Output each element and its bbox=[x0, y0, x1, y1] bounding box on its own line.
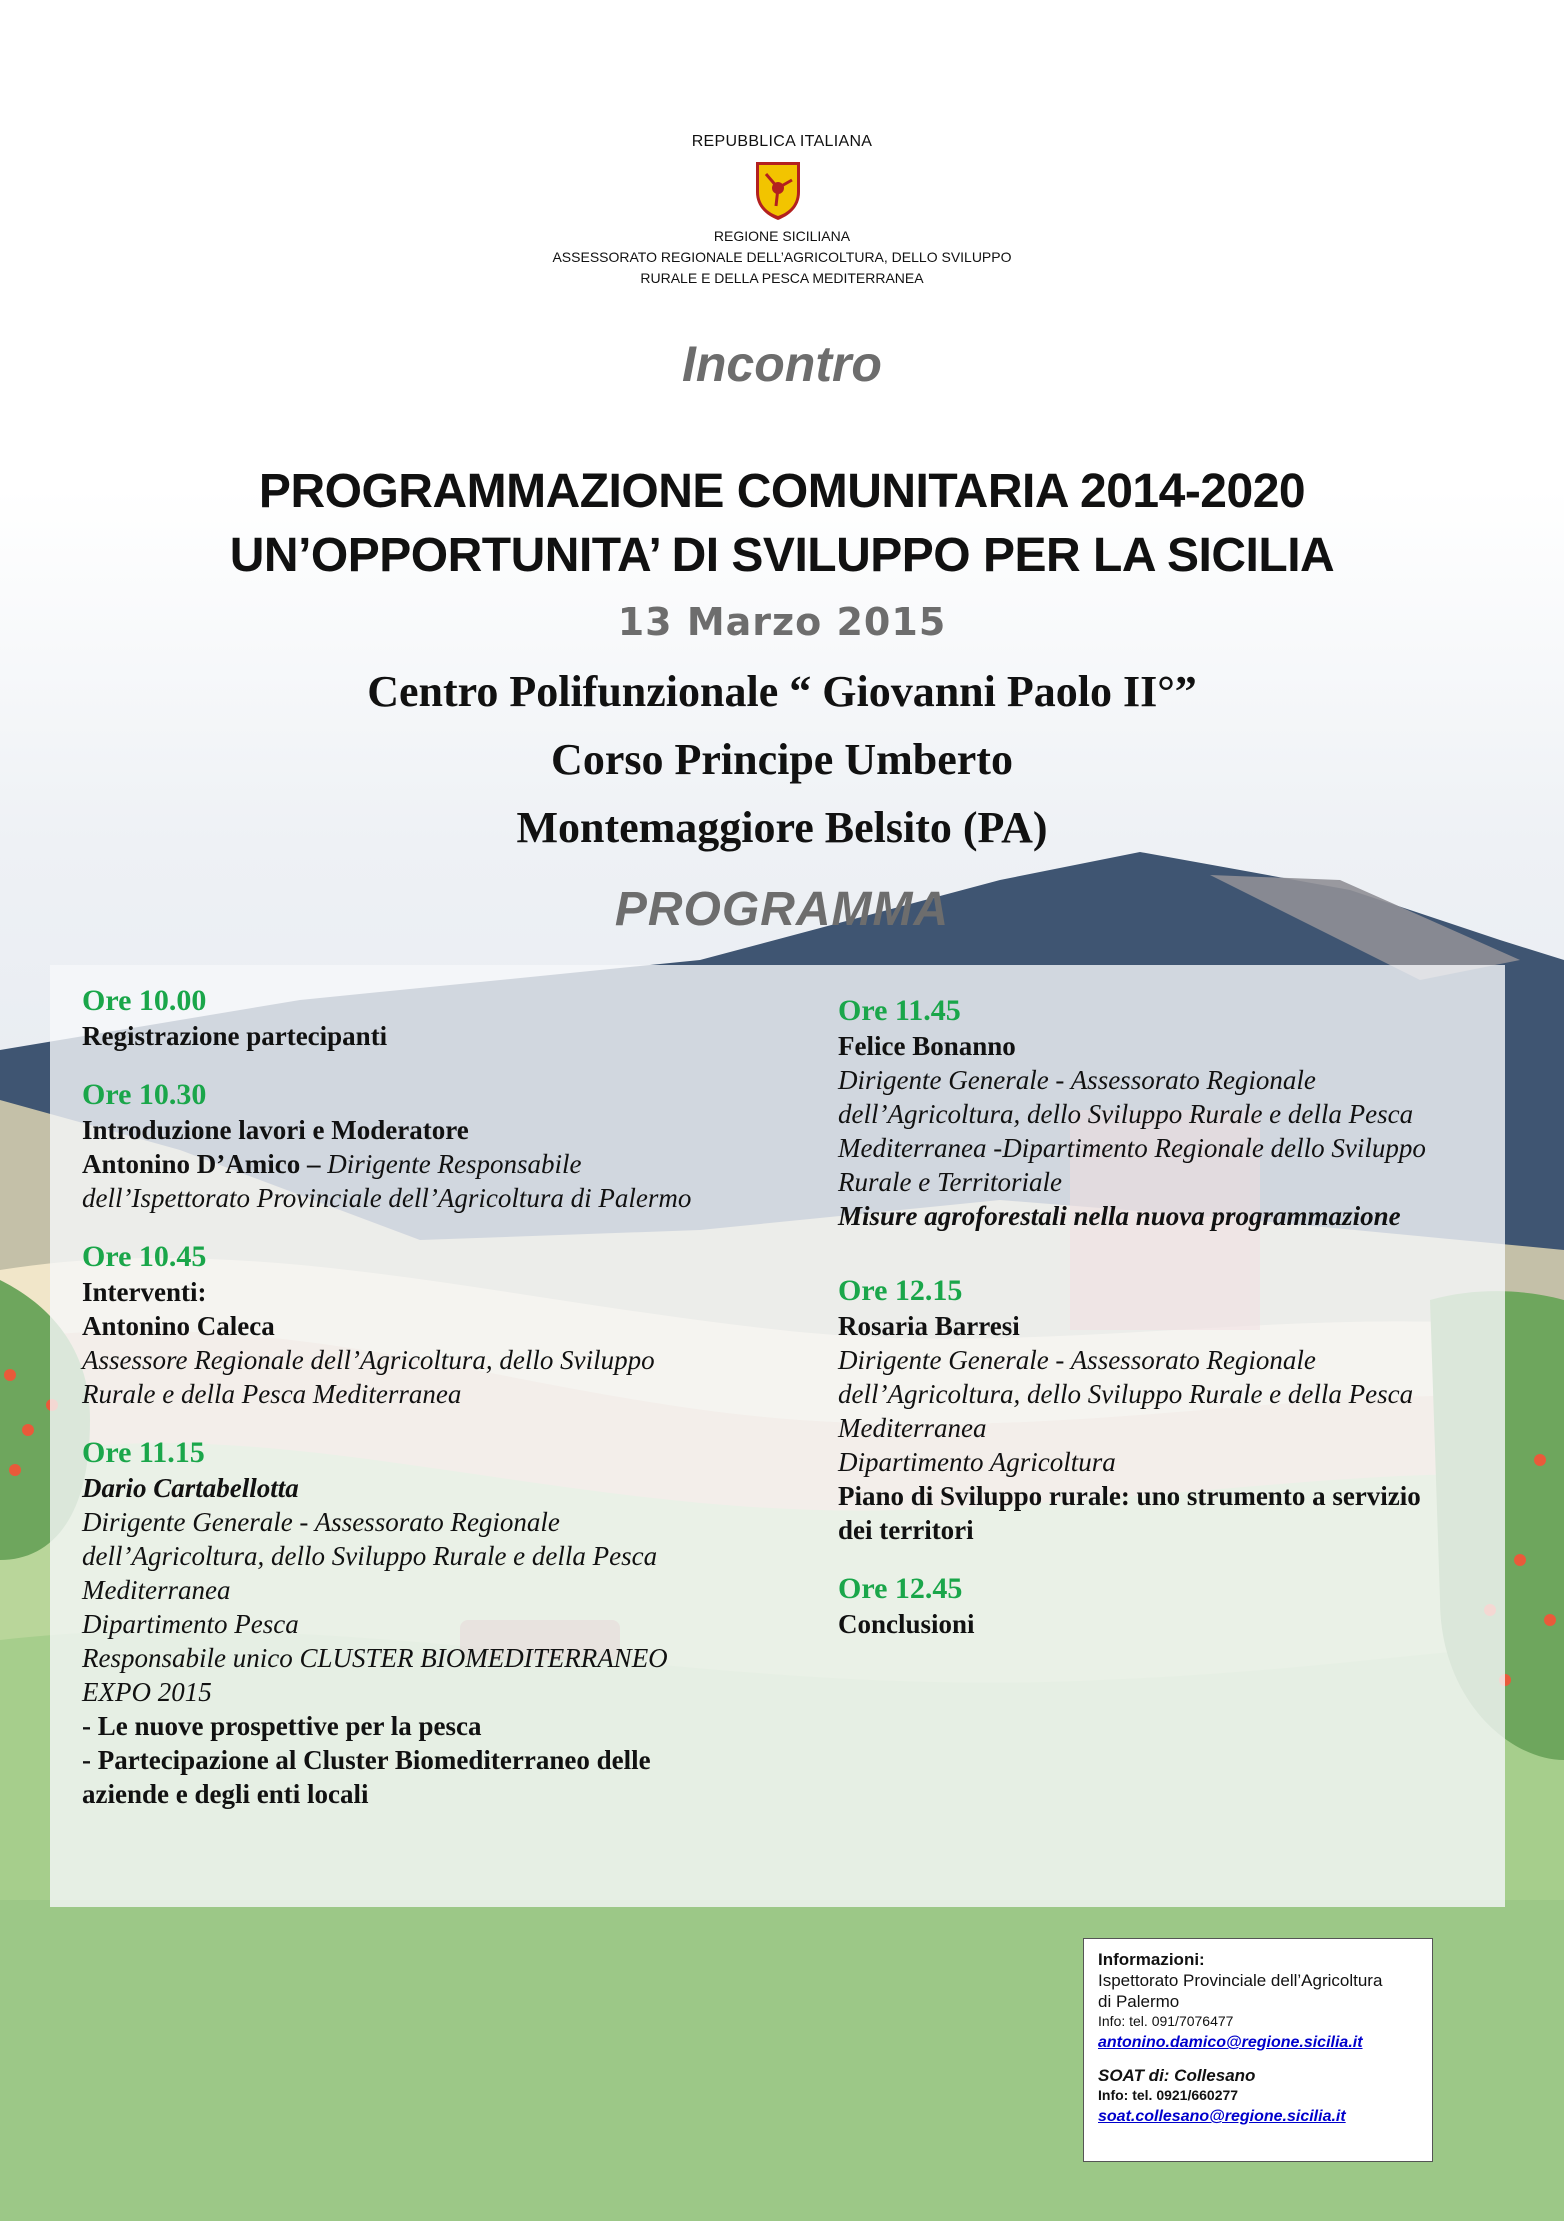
event-date: 13 Marzo 2015 bbox=[617, 600, 947, 644]
speaker-role: dell’Agricoltura, dello Sviluppo Rurale e della Pesca bbox=[838, 1379, 1414, 1409]
program-title: Conclusioni bbox=[838, 1609, 975, 1639]
speaker-role: Dipartimento Agricoltura bbox=[838, 1447, 1116, 1477]
event-title-line-1: PROGRAMMAZIONE COMUNITARIA 2014-2020 bbox=[258, 465, 1306, 518]
talk-topic: dei territori bbox=[838, 1515, 974, 1545]
program-title: Interventi: bbox=[82, 1277, 207, 1307]
email-link-2[interactable]: soat.collesano@regione.sicilia.it bbox=[1098, 2108, 1346, 2125]
info-tel-1: Info: tel. 091/7076477 bbox=[1098, 2013, 1234, 2029]
speaker-name: Rosaria Barresi bbox=[838, 1311, 1020, 1341]
program-item bbox=[838, 1571, 1498, 1641]
talk-topic: aziende e degli enti locali bbox=[82, 1779, 369, 1809]
soat-label: SOAT di: Collesano bbox=[1098, 2066, 1256, 2085]
speaker-role: Mediterranea -Dipartimento Regionale dello Sviluppo bbox=[838, 1133, 1426, 1163]
speaker-role: Mediterranea bbox=[82, 1575, 231, 1605]
event-title bbox=[0, 460, 1564, 588]
program-time: Ore 10.45 bbox=[82, 1240, 207, 1273]
event-title-line-2: UN’OPPORTUNITA’ DI SVILUPPO PER LA SICILIA bbox=[229, 529, 1335, 582]
program-time: Ore 11.15 bbox=[82, 1436, 205, 1469]
program-item bbox=[838, 993, 1498, 1233]
program-title: Introduzione lavori e Moderatore bbox=[82, 1115, 469, 1145]
speaker-role: Responsabile unico CLUSTER BIOMEDITERRANEO bbox=[82, 1643, 668, 1673]
info-org-line-2: di Palermo bbox=[1098, 1992, 1180, 2011]
speaker-name: Antonino Caleca bbox=[82, 1311, 275, 1341]
program-time: Ore 12.15 bbox=[838, 1274, 963, 1307]
program-time: Ore 10.30 bbox=[82, 1078, 207, 1111]
speaker-role: dell’Agricoltura, dello Sviluppo Rurale e della Pesca bbox=[838, 1099, 1414, 1129]
speaker-role: Dirigente Generale - Assessorato Regionale bbox=[82, 1507, 560, 1537]
program-item bbox=[82, 1077, 782, 1215]
programma-heading: PROGRAMMA bbox=[614, 883, 950, 936]
speaker-role: Dirigente Generale - Assessorato Regionale bbox=[838, 1345, 1316, 1375]
speaker-name: Antonino D’Amico – bbox=[82, 1149, 328, 1179]
program-time: Ore 12.45 bbox=[838, 1572, 963, 1605]
venue-line-2: Corso Principe Umberto bbox=[551, 735, 1013, 784]
program-left-column bbox=[82, 983, 782, 1811]
program-item bbox=[82, 1435, 782, 1811]
program-time: Ore 10.00 bbox=[82, 984, 207, 1017]
speaker-role: Rurale e della Pesca Mediterranea bbox=[82, 1379, 462, 1409]
department-line-2: RURALE E DELLA PESCA MEDITERRANEA bbox=[640, 270, 924, 286]
speaker-name: Dario Cartabellotta bbox=[82, 1473, 299, 1503]
speaker-role: Dirigente Responsabile bbox=[327, 1149, 582, 1179]
region-label: REGIONE SICILIANA bbox=[713, 228, 851, 244]
talk-topic: - Le nuove prospettive per la pesca bbox=[82, 1711, 482, 1741]
info-heading: Informazioni: bbox=[1098, 1950, 1205, 1969]
speaker-role: Assessore Regionale dell’Agricoltura, dello Sviluppo bbox=[82, 1345, 655, 1375]
speaker-role: Mediterranea bbox=[838, 1413, 987, 1443]
info-org-line-1: Ispettorato Provinciale dell’Agricoltura bbox=[1098, 1971, 1383, 1990]
event-kind: Incontro bbox=[682, 336, 882, 392]
speaker-role: Rurale e Territoriale bbox=[838, 1167, 1063, 1197]
program-item bbox=[82, 983, 782, 1053]
talk-topic: Piano di Sviluppo rurale: uno strumento a servizio bbox=[838, 1481, 1421, 1511]
speaker-role: Dipartimento Pesca bbox=[82, 1609, 299, 1639]
program-title: Registrazione partecipanti bbox=[82, 1021, 388, 1051]
talk-topic: - Partecipazione al Cluster Biomediterraneo delle bbox=[82, 1745, 651, 1775]
speaker-role: dell’Agricoltura, dello Sviluppo Rurale e della Pesca bbox=[82, 1541, 658, 1571]
speaker-role: Dirigente Generale - Assessorato Regionale bbox=[838, 1065, 1316, 1095]
speaker-role: dell’Ispettorato Provinciale dell’Agricoltura di Palermo bbox=[82, 1183, 692, 1213]
region-header bbox=[0, 226, 1564, 289]
program-item bbox=[838, 1273, 1498, 1547]
event-venue bbox=[0, 658, 1564, 862]
venue-line-3: Montemaggiore Belsito (PA) bbox=[516, 803, 1048, 852]
trinacria-crest-icon bbox=[752, 158, 804, 222]
department-line-1: ASSESSORATO REGIONALE DELL’AGRICOLTURA, DELLO SVILUPPO bbox=[552, 249, 1012, 265]
talk-topic: Misure agroforestali nella nuova programmazione bbox=[838, 1201, 1401, 1231]
info-tel-2: Info: tel. 0921/660277 bbox=[1098, 2087, 1239, 2103]
speaker-role: EXPO 2015 bbox=[82, 1677, 212, 1707]
venue-line-1: Centro Polifunzionale “ Giovanni Paolo II°” bbox=[367, 667, 1197, 716]
program-item bbox=[82, 1239, 782, 1411]
program-time: Ore 11.45 bbox=[838, 994, 961, 1027]
program-right-column bbox=[838, 993, 1498, 1641]
info-box bbox=[1083, 1938, 1433, 2162]
speaker-name: Felice Bonanno bbox=[838, 1031, 1016, 1061]
email-link-1[interactable]: antonino.damico@regione.sicilia.it bbox=[1098, 2034, 1363, 2051]
republic-label: REPUBBLICA ITALIANA bbox=[691, 133, 873, 150]
